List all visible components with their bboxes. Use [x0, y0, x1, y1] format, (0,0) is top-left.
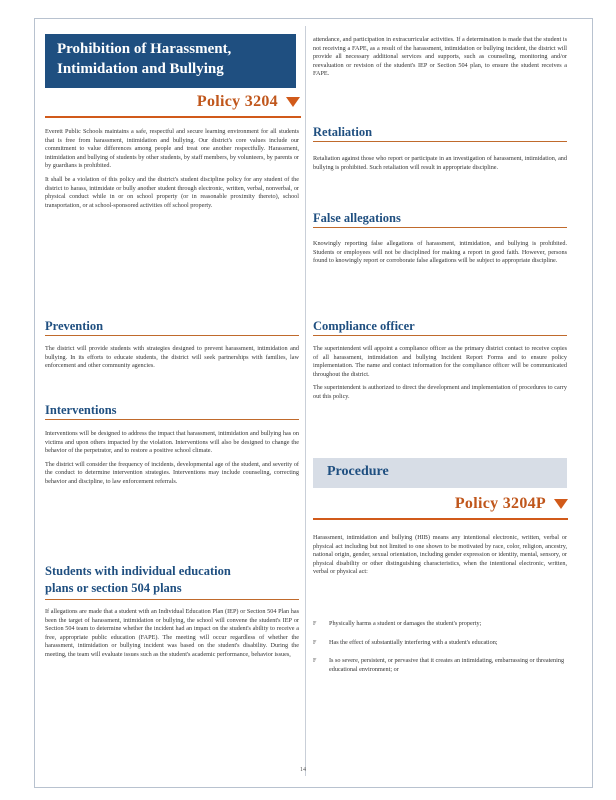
students-504-heading	[45, 563, 231, 597]
section-rule	[45, 335, 299, 336]
compliance-paragraph: The superintendent is authorized to direct the development and implementation of procedures to carry out this policy.	[313, 384, 567, 400]
prevention-text	[45, 345, 299, 376]
section-rule	[313, 227, 567, 228]
interventions-paragraph: Interventions will be designed to address the impact that harassment, intimidation and bullying has on victims and upon others impacted by the violation. Interventions will also be designed to change the behavior of the perpetrator, and to restore a positive school climate.	[45, 430, 299, 455]
bullet-mark: F	[313, 639, 317, 646]
document-title	[45, 34, 296, 88]
retaliation-heading: Retaliation	[313, 125, 373, 139]
false-allegations-text	[313, 240, 567, 271]
compliance-heading: Compliance officer	[313, 319, 415, 333]
triangle-down-icon	[554, 499, 568, 509]
section-rule	[45, 419, 299, 420]
procedure-bullet-list	[313, 620, 569, 684]
false-allegations-paragraph: Knowingly reporting false allegations of harassment, intimidation, and bullying is prohibited. Students or employees will not be disciplined for making a report in good faith. However, persons found to knowingly report or corroborate false allegations will be subject to appropriate discipline.	[313, 240, 567, 265]
column-divider	[305, 26, 306, 776]
interventions-text	[45, 430, 299, 492]
interventions-paragraph: The district will consider the frequency of incidents, developmental age of the student, and severity of the conduct to determine intervention strategies. Interventions may include counseling, correcting behavior and discipline, to law enforcement referrals.	[45, 460, 299, 485]
list-item	[313, 620, 569, 629]
heading-line: Students with individual education	[45, 564, 231, 578]
students-504-paragraph: If allegations are made that a student with an Individual Education Plan (IEP) or Section 504 Plan has been the target of harassment, intimidation or bullying, the school will convene the student's IEP or Section 504 team to determine whether the incident had an impact on the student's ability to receive a free, appropriate public education (FAPE). The meeting will occur regardless of whether the harassment, intimidation or bullying incident was based on the student's disability. During the meeting, the team will evaluate issues such as the student's academic performance, behavior issues,	[45, 608, 299, 658]
intro-text	[45, 128, 299, 215]
compliance-text	[313, 345, 567, 407]
prevention-heading: Prevention	[45, 319, 104, 333]
compliance-paragraph: The superintendent will appoint a compliance officer as the primary district contact to receive copies of all harassment, intimidation and bullying Incident Report Forms and to ensure policy implementation. The name and contact information for the compliance officer will be communicated throughout the district.	[313, 345, 567, 378]
heading-line: plans or section 504 plans	[45, 581, 182, 595]
retaliation-paragraph: Retaliation against those who report or participate in an investigation of harassment, intimidation, and bullying is prohibited. Such retaliation will result in appropriate discipline.	[313, 155, 567, 171]
triangle-down-icon	[286, 97, 300, 107]
procedure-paragraph: Harassment, intimidation and bullying (HIB) means any intentional electronic, written, verbal or physical act including but not limited to one shown to be motivated by race, color, religion, ancestry, national origin, gender, sexual orientation, including gender expression or identity, mental, sensory, or physical disability or other distinguishing characteristics, when the intentional electronic, written, verbal or physical act:	[313, 534, 567, 576]
procedure-policy-label: Policy 3204P	[454, 495, 546, 512]
intro-paragraph: It shall be a violation of this policy and the district's student discipline policy for any student of the district to harass, intimidate or bully another student through electronic, written, verbal, nonverbal, or physical conduct while in or on school property (or in reasonable proximity thereto), school transportation, or at school-sponsored activities off school property.	[45, 175, 299, 209]
section-rule	[313, 335, 567, 336]
procedure-heading: Procedure	[313, 458, 567, 488]
bullet-mark: F	[313, 658, 317, 665]
intro-paragraph: Everett Public Schools maintains a safe, respectful and secure learning environment for all students that is free from harassment, intimidation and bullying. Our district's core values include our commitment to value differences among people and treat one another respectfully. Harassment, intimidation and bullying of students by other students, by staff members, by volunteers, by parents or by guardians is prohibited.	[45, 128, 299, 170]
bullet-text: Physically harms a student or damages the student's property;	[329, 620, 482, 627]
section-rule	[313, 141, 567, 142]
bullet-mark: F	[313, 621, 317, 627]
continued-paragraph: attendance, and participation in extracurricular activities. If a determination is made that the student is not receiving a FAPE, as a result of the harassment, intimidation or bullying incident, the district will provide all necessary additional services and supports, such as counseling, monitoring and/or reevaluation or revision of the student's IEP or Section 504 plan, to ensure the student receives a FAPE.	[313, 36, 567, 78]
prevention-paragraph: The district will provide students with strategies designed to prevent harassment, intimidation and bullying. In its efforts to educate students, the district will seek partnerships with families, law enforcement and other community agencies.	[45, 345, 299, 370]
interventions-heading: Interventions	[45, 403, 117, 417]
page-number: 14	[300, 767, 306, 773]
policy-header	[160, 90, 300, 114]
bullet-text: Is so severe, persistent, or pervasive that it creates an intimidating, embarrassing or threatening educational environment; or	[329, 657, 565, 673]
retaliation-text	[313, 155, 567, 177]
section-rule	[45, 599, 299, 600]
continued-text	[313, 36, 567, 84]
students-504-text	[45, 608, 299, 665]
list-item	[313, 639, 569, 648]
policy-rule	[45, 116, 301, 118]
false-allegations-heading: False allegations	[313, 211, 401, 225]
title-line-1: Prohibition of Harassment,	[57, 41, 232, 57]
title-line-2: Intimidation and Bullying	[57, 61, 224, 77]
policy-rule	[313, 518, 568, 520]
procedure-policy-header	[420, 492, 568, 516]
list-item	[313, 657, 569, 674]
policy-label: Policy 3204	[196, 93, 278, 110]
procedure-text	[313, 534, 567, 582]
bullet-text: Has the effect of substantially interfering with a student's education;	[329, 638, 498, 646]
